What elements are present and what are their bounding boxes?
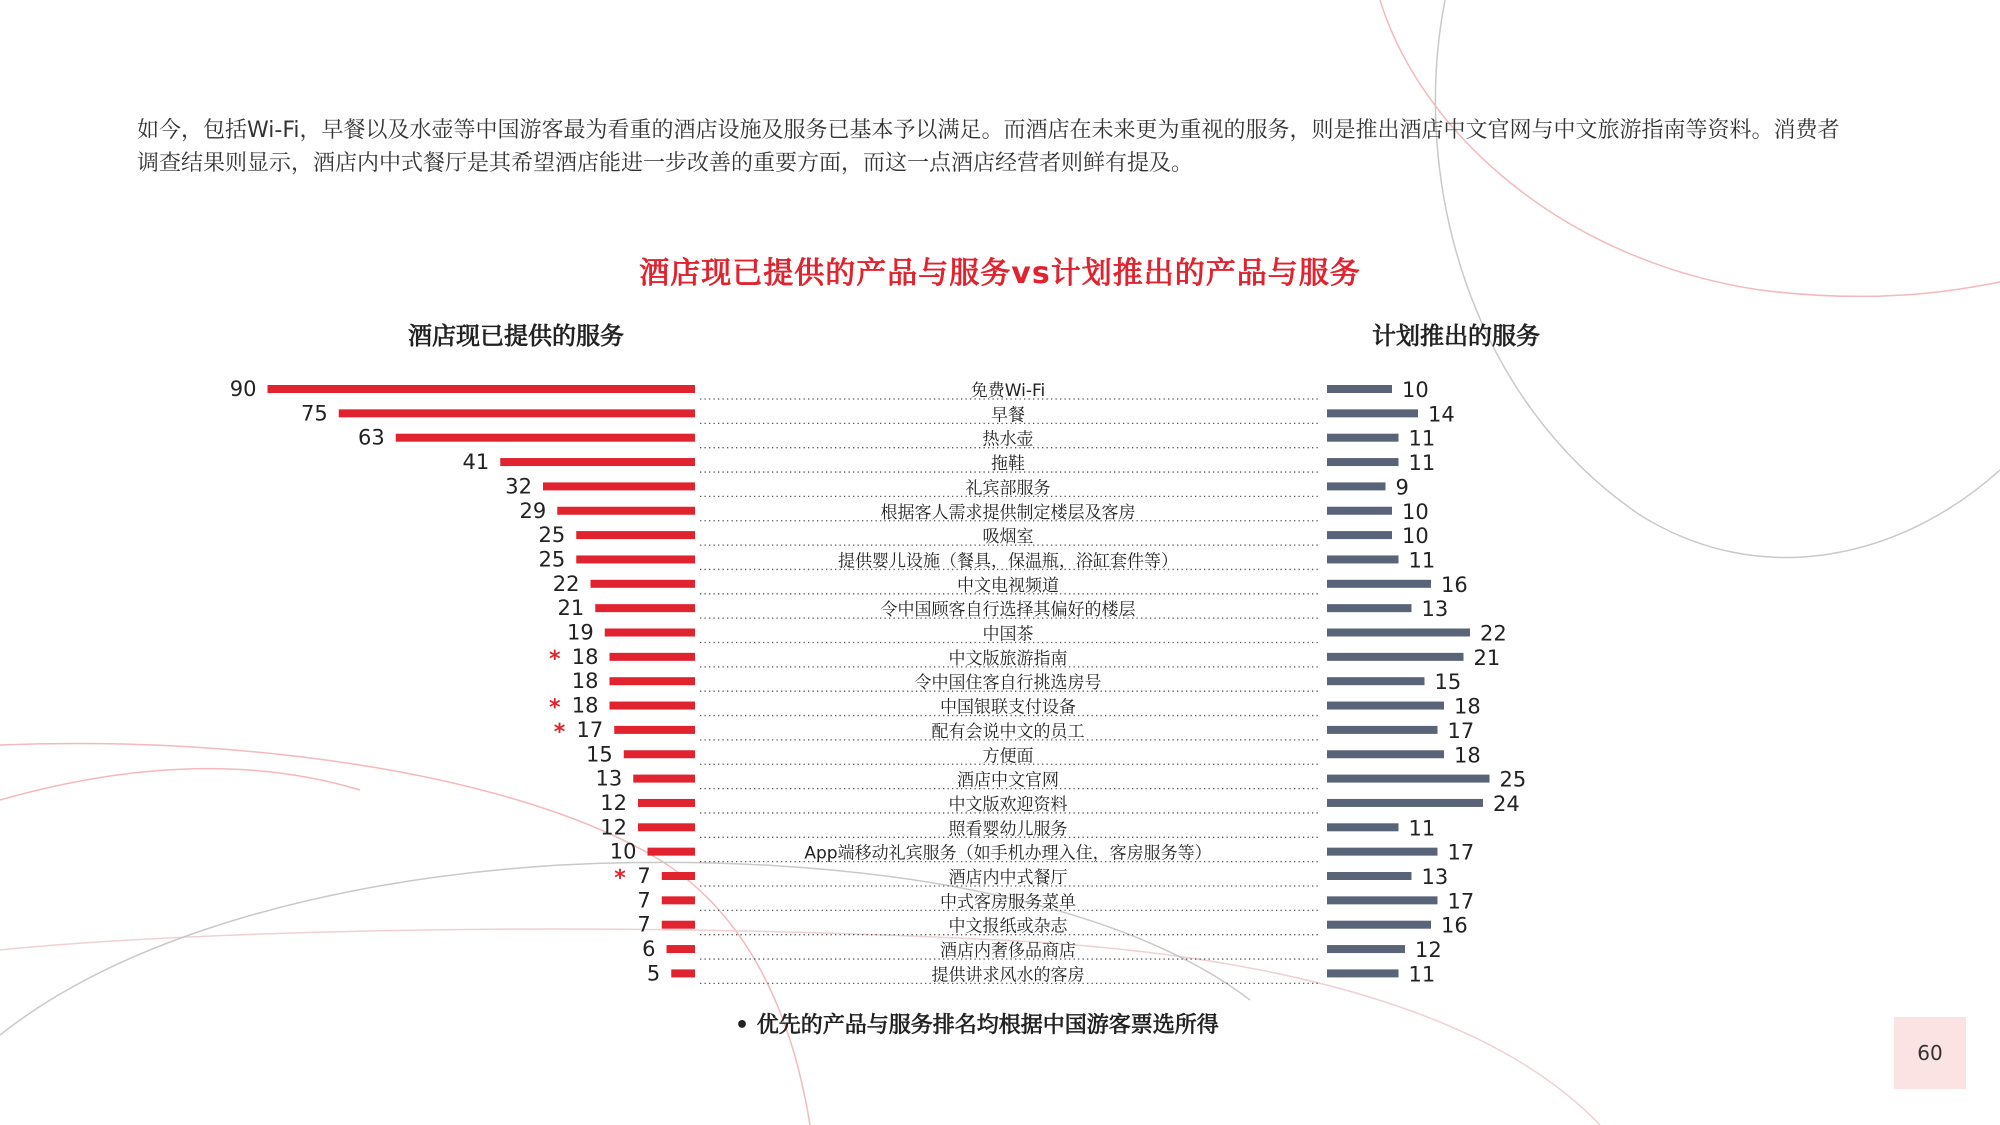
- value-label-planned: 10: [1402, 524, 1429, 549]
- priority-marker: *: [553, 719, 566, 745]
- footnote: • 优先的产品与服务排名均根据中国游客票选所得: [735, 1013, 1219, 1038]
- value-label-planned: 13: [1421, 865, 1449, 889]
- value-label-planned: 11: [1408, 962, 1436, 987]
- value-label-planned: 12: [1415, 938, 1442, 963]
- bar-current: [339, 409, 695, 417]
- value-label-current: 7: [637, 912, 651, 937]
- value-label-current: 18: [571, 693, 599, 718]
- value-label-planned: 11: [1408, 426, 1436, 451]
- bar-current: [662, 896, 695, 904]
- bar-current: [605, 629, 695, 637]
- category-label: 早餐: [991, 405, 1025, 426]
- value-label-current: 10: [609, 839, 637, 864]
- category-label: 提供讲求风水的客房: [931, 965, 1085, 986]
- value-label-current: 29: [519, 498, 547, 523]
- value-label-planned: 17: [1447, 840, 1475, 865]
- value-label-current: 41: [462, 450, 490, 475]
- value-label-current: 5: [646, 961, 661, 986]
- category-label: 免费Wi-Fi: [970, 381, 1046, 401]
- value-label-planned: 22: [1480, 621, 1507, 646]
- bar-current: [633, 775, 695, 783]
- page-number-text: 60: [1917, 1041, 1943, 1065]
- bar-planned: [1327, 604, 1412, 612]
- value-label-planned: 11: [1408, 548, 1436, 573]
- intro-paragraph: 如今，包括Wi-Fi，早餐以及水壶等中国游客最为看重的酒店设施及服务已基本予以满足。而酒店在未来更为重视的服务，则是推出酒店中文官网与中文旅游指南等资料。消费者调查结果则显示，酒店内中式餐厅是其希望酒店能进一步改善的重要方面，而这一点酒店经营者则鲜有提及。: [137, 118, 1840, 176]
- left-column-header: 酒店现已提供的服务: [408, 322, 624, 350]
- value-label-current: 32: [505, 474, 532, 499]
- category-label: 吸烟室: [982, 527, 1034, 548]
- value-label-planned: 9: [1395, 475, 1409, 500]
- value-label-current: 63: [358, 425, 385, 450]
- bar-current: [638, 799, 695, 807]
- bar-planned: [1327, 653, 1464, 661]
- category-label: 礼宾部服务: [965, 478, 1051, 499]
- bar-planned: [1327, 507, 1392, 515]
- bar-planned: [1327, 921, 1431, 929]
- bar-current: [610, 653, 696, 661]
- priority-marker: *: [614, 866, 626, 891]
- bar-current: [638, 823, 695, 831]
- bar-planned: [1327, 848, 1438, 856]
- bar-current: [396, 434, 695, 442]
- value-label-planned: 13: [1421, 597, 1449, 622]
- bar-planned: [1327, 434, 1399, 442]
- chart-title: 酒店现已提供的产品与服务vs计划推出的产品与服务: [639, 256, 1361, 291]
- category-label: 配有会说中文的员工: [931, 721, 1085, 742]
- category-label: 酒店内中式餐厅: [948, 868, 1068, 888]
- bar-current: [614, 726, 695, 734]
- value-label-current: 25: [538, 547, 566, 572]
- value-label-current: 18: [571, 669, 599, 694]
- bar-planned: [1327, 580, 1431, 588]
- bar-current: [268, 385, 696, 393]
- value-label-planned: 17: [1447, 718, 1475, 743]
- category-label: 中文电视频道: [957, 575, 1059, 596]
- right-column-header: 计划推出的服务: [1372, 322, 1540, 350]
- bar-planned: [1327, 482, 1386, 490]
- bar-current: [648, 848, 696, 856]
- value-label-current: 7: [637, 888, 651, 913]
- bar-planned: [1327, 969, 1399, 977]
- value-label-current: 22: [552, 571, 580, 596]
- bar-current: [557, 507, 695, 515]
- category-label: 中国茶: [982, 624, 1034, 645]
- value-label-current: 21: [557, 596, 585, 621]
- bar-current: [667, 945, 696, 953]
- value-label-current: 25: [538, 523, 566, 548]
- value-label-planned: 11: [1408, 816, 1436, 841]
- category-label: 中文版欢迎资料: [948, 794, 1068, 815]
- bar-planned: [1327, 945, 1405, 953]
- value-label-current: 17: [576, 717, 604, 742]
- category-label: 方便面: [982, 746, 1034, 767]
- category-label: 照看婴幼儿服务: [948, 819, 1068, 840]
- value-label-current: 6: [642, 937, 656, 962]
- value-label-planned: 11: [1408, 451, 1436, 476]
- category-label: 中文报纸或杂志: [948, 916, 1068, 937]
- value-label-current: 12: [600, 815, 627, 840]
- bar-planned: [1327, 677, 1425, 685]
- bar-current: [662, 872, 695, 880]
- priority-marker: *: [548, 646, 561, 672]
- bar-planned: [1327, 531, 1392, 539]
- category-label: 中国银联支付设备: [940, 697, 1076, 718]
- value-label-current: 90: [229, 377, 257, 401]
- category-label: App端移动礼宾服务（如手机办理入住，客房服务等）: [804, 843, 1212, 864]
- bar-current: [610, 677, 696, 685]
- bar-planned: [1327, 702, 1444, 710]
- value-label-planned: 10: [1402, 499, 1429, 524]
- value-label-planned: 21: [1473, 645, 1501, 670]
- bar-current: [671, 969, 695, 977]
- bar-current: [624, 750, 695, 758]
- bar-planned: [1327, 629, 1470, 637]
- value-label-planned: 10: [1402, 378, 1429, 402]
- category-label: 中文版旅游指南: [948, 648, 1068, 669]
- bar-current: [595, 604, 695, 612]
- value-label-planned: 24: [1493, 791, 1520, 816]
- category-label: 拖鞋: [991, 454, 1025, 475]
- value-label-current: 19: [567, 620, 594, 645]
- bar-planned: [1327, 775, 1490, 783]
- bar-current: [662, 921, 695, 929]
- bar-current: [576, 531, 695, 539]
- bar-planned: [1327, 799, 1483, 807]
- priority-marker: *: [548, 695, 561, 721]
- bar-planned: [1327, 896, 1438, 904]
- value-label-planned: 18: [1454, 743, 1481, 768]
- category-label: 酒店中文官网: [957, 770, 1059, 791]
- value-label-current: 7: [637, 864, 651, 888]
- value-label-planned: 14: [1428, 402, 1455, 427]
- value-label-planned: 25: [1499, 767, 1527, 792]
- category-label: 热水壶: [982, 429, 1034, 450]
- bar-current: [543, 482, 695, 490]
- bar-planned: [1327, 555, 1399, 563]
- bar-planned: [1327, 872, 1412, 880]
- bar-current: [576, 555, 695, 563]
- bar-current: [591, 580, 696, 588]
- category-label: 中式客房服务菜单: [940, 892, 1076, 913]
- bar-planned: [1327, 726, 1438, 734]
- category-label: 根据客人需求提供制定楼层及客房: [880, 502, 1136, 523]
- bar-planned: [1327, 385, 1392, 393]
- bar-planned: [1327, 458, 1399, 466]
- bar-planned: [1327, 409, 1418, 417]
- value-label-current: 15: [586, 742, 613, 767]
- bar-planned: [1327, 823, 1399, 831]
- value-label-current: 13: [595, 766, 623, 791]
- bar-current: [500, 458, 695, 466]
- value-label-current: 75: [301, 401, 328, 426]
- bar-current: [610, 702, 696, 710]
- value-label-planned: 18: [1454, 694, 1481, 719]
- value-label-current: 18: [571, 644, 599, 669]
- category-label: 令中国住客自行挑选房号: [914, 673, 1102, 694]
- value-label-planned: 15: [1434, 670, 1462, 695]
- category-label: 令中国顾客自行选择其偏好的楼层: [880, 600, 1136, 621]
- value-label-planned: 16: [1441, 913, 1468, 938]
- category-label: 酒店内奢侈品商店: [940, 941, 1076, 962]
- page-number: [1894, 1017, 1966, 1089]
- bar-planned: [1327, 750, 1444, 758]
- value-label-planned: 17: [1447, 889, 1475, 914]
- category-label: 提供婴儿设施（餐具，保温瓶，浴缸套件等）: [838, 551, 1178, 572]
- value-label-current: 12: [600, 790, 627, 815]
- value-label-planned: 16: [1441, 572, 1468, 597]
